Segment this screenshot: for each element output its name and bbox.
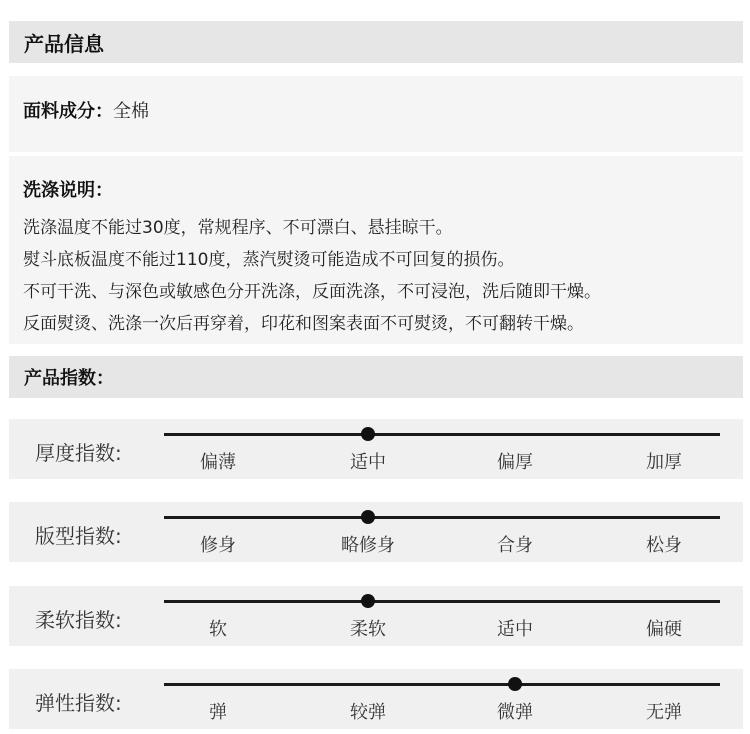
washing-line: 熨斗底板温度不能过110度，蒸汽熨烫可能造成不可回复的损伤。 [23,250,515,270]
scale-option: 偏硬 [646,619,682,640]
product-info-title: 产品信息 [24,31,104,56]
scale-track [164,683,720,686]
product-index-header [9,356,743,398]
scale-option: 微弹 [497,702,533,723]
scale-option: 适中 [350,452,386,473]
scale-option: 柔软 [350,619,386,640]
washing-title: 洗涤说明： [23,180,113,201]
scale-label: 柔软指数: [35,608,122,632]
scale-option: 偏厚 [497,452,533,473]
scale-option: 弹 [209,702,227,723]
scale-marker [361,594,375,608]
scale-row-thickness [9,419,743,479]
scale-track [164,516,720,519]
scale-option: 无弹 [646,702,682,723]
scale-option: 修身 [200,535,236,556]
washing-line: 反面熨烫、洗涤一次后再穿着，印花和图案表面不可熨烫，不可翻转干燥。 [23,314,584,334]
fabric-section [9,76,743,152]
scale-row-softness [9,586,743,646]
washing-line: 洗涤温度不能过30度，常规程序、不可漂白、悬挂晾干。 [23,218,453,238]
scale-track [164,433,720,436]
scale-option: 合身 [497,535,533,556]
scale-option: 适中 [497,619,533,640]
scale-option: 偏薄 [200,452,236,473]
scale-label: 弹性指数: [35,691,122,715]
scale-option: 加厚 [646,452,682,473]
scale-option: 软 [209,619,227,640]
fabric-line [23,97,149,123]
scale-label: 版型指数: [35,524,122,548]
fabric-value: 全棉 [113,101,149,122]
product-info-header [9,21,743,63]
scale-marker [361,510,375,524]
washing-line: 不可干洗、与深色或敏感色分开洗涤，反面洗涤，不可浸泡，洗后随即干燥。 [23,282,601,302]
washing-lines [23,212,601,340]
scale-option: 较弹 [350,702,386,723]
scale-option: 略修身 [341,535,395,556]
scale-label: 厚度指数: [35,441,122,465]
product-index-title: 产品指数： [24,368,114,389]
scale-row-elasticity [9,669,743,729]
washing-section [9,156,743,344]
scale-marker [508,677,522,691]
scale-option: 松身 [646,535,682,556]
scale-track [164,600,720,603]
fabric-label: 面料成分： [23,101,113,122]
scale-row-fit [9,502,743,562]
scale-marker [361,427,375,441]
